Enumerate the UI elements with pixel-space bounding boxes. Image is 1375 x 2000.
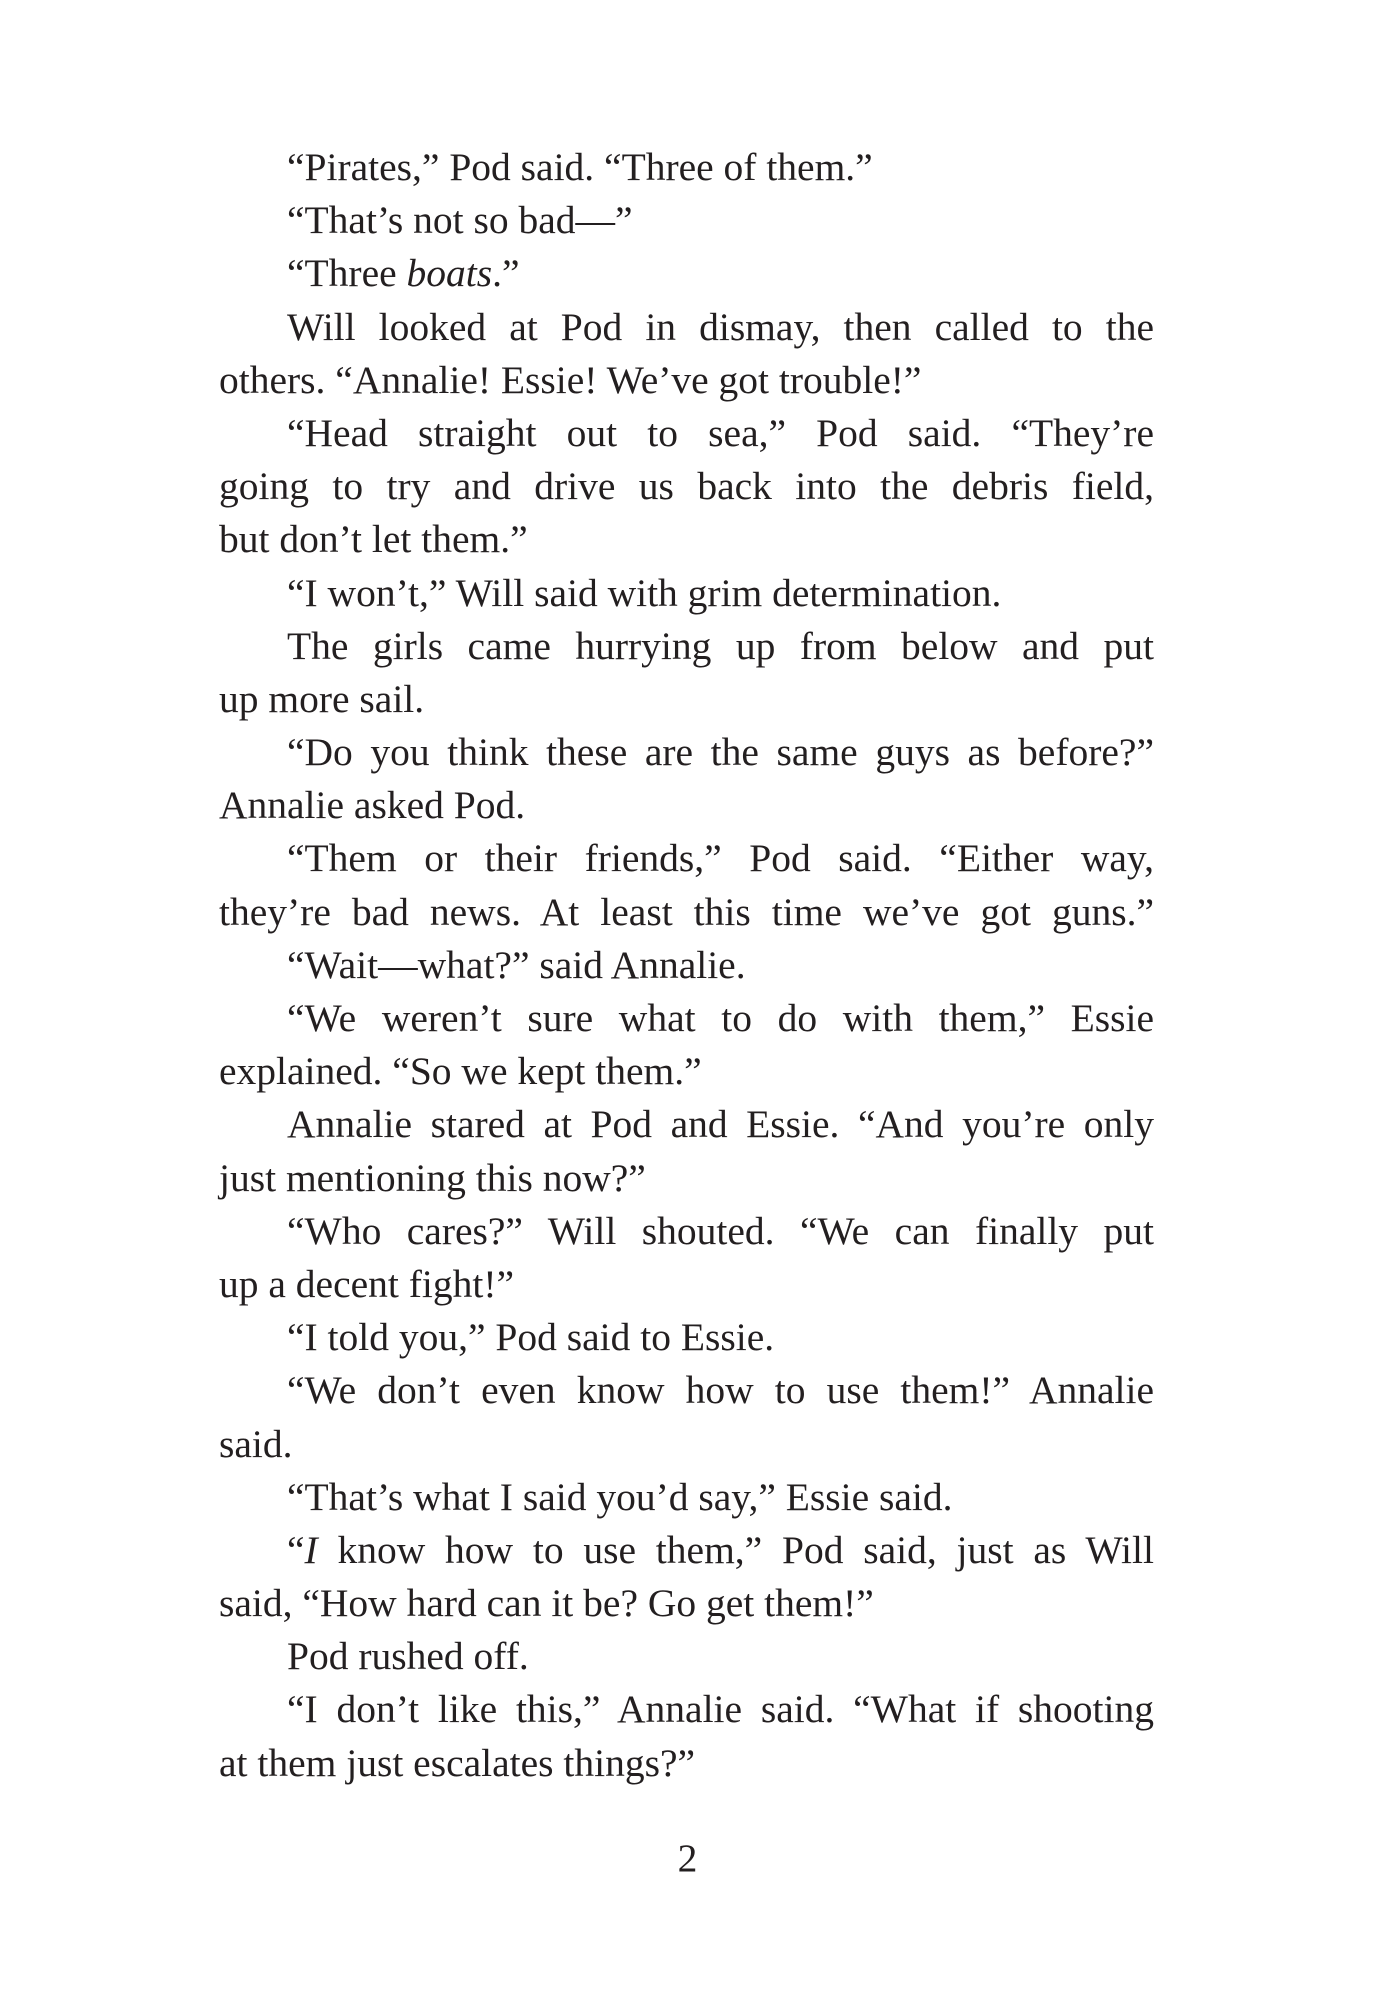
line-text: “We weren’t sure what to do with them,” Essie bbox=[287, 996, 1154, 1040]
line-text: they’re bad news. At least this time we’ve got guns.” bbox=[219, 889, 1154, 934]
text-line bbox=[219, 194, 1154, 247]
line-text: “ bbox=[287, 1527, 305, 1572]
line-text-after: .” bbox=[492, 251, 520, 296]
text-line bbox=[219, 1152, 1154, 1205]
text-line bbox=[219, 1311, 1154, 1364]
line-text: “Wait—what?” said Annalie. bbox=[287, 942, 746, 987]
text-line bbox=[219, 1577, 1154, 1630]
text-line bbox=[219, 1205, 1154, 1258]
text-line bbox=[219, 1364, 1154, 1417]
text-line bbox=[219, 886, 1154, 939]
line-text-after: know how to use them,” Pod said, just as Will bbox=[317, 1527, 1154, 1572]
line-text: others. “Annalie! Essie! We’ve got trouble!” bbox=[219, 357, 922, 402]
line-text: Annalie stared at Pod and Essie. “And you’re only bbox=[287, 1102, 1154, 1147]
text-line bbox=[219, 673, 1154, 726]
text-line bbox=[219, 407, 1154, 460]
text-line bbox=[219, 567, 1154, 620]
text-line bbox=[219, 779, 1154, 832]
line-text: up a decent fight!” bbox=[219, 1261, 515, 1306]
text-line bbox=[219, 832, 1154, 885]
text-line bbox=[219, 1524, 1154, 1577]
line-text: “Head straight out to sea,” Pod said. “They’re bbox=[287, 410, 1154, 455]
line-text: just mentioning this now?” bbox=[219, 1155, 646, 1200]
text-line bbox=[219, 141, 1154, 194]
text-line bbox=[219, 1630, 1154, 1683]
text-line bbox=[219, 301, 1154, 354]
italic-text: I bbox=[304, 1527, 318, 1572]
line-text: “Three bbox=[287, 251, 407, 296]
text-line bbox=[219, 1098, 1154, 1151]
line-text: explained. “So we kept them.” bbox=[219, 1049, 702, 1094]
italic-text: boats bbox=[406, 251, 493, 296]
line-text: “I won’t,” Will said with grim determination. bbox=[287, 570, 1002, 615]
text-line bbox=[219, 1471, 1154, 1524]
line-text: going to try and drive us back into the debris field, bbox=[219, 464, 1154, 509]
line-text: “That’s not so bad—” bbox=[287, 198, 633, 243]
text-line bbox=[219, 1258, 1154, 1311]
text-line bbox=[219, 1418, 1154, 1471]
line-text: “Them or their friends,” Pod said. “Either way, bbox=[287, 836, 1154, 881]
line-text: “I don’t like this,” Annalie said. “What if shooting bbox=[287, 1687, 1154, 1732]
text-line bbox=[219, 992, 1154, 1045]
text-line bbox=[219, 354, 1154, 407]
line-text: at them just escalates things?” bbox=[219, 1740, 696, 1785]
text-line bbox=[219, 513, 1154, 566]
line-text: “Pirates,” Pod said. “Three of them.” bbox=[287, 145, 873, 189]
line-text: Will looked at Pod in dismay, then called to the bbox=[287, 304, 1154, 349]
text-line bbox=[219, 1045, 1154, 1098]
line-text: “We don’t even know how to use them!” Annalie bbox=[287, 1368, 1154, 1413]
line-text: said, “How hard can it be? Go get them!” bbox=[219, 1581, 874, 1626]
line-text: “That’s what I said you’d say,” Essie said. bbox=[287, 1474, 953, 1519]
line-text: but don’t let them.” bbox=[219, 517, 528, 562]
text-line bbox=[219, 726, 1154, 779]
text-line bbox=[219, 460, 1154, 513]
text-line bbox=[219, 939, 1154, 992]
line-text: Pod rushed off. bbox=[287, 1634, 529, 1679]
text-line bbox=[219, 247, 1154, 300]
line-text: said. bbox=[219, 1421, 293, 1466]
line-text: “Do you think these are the same guys as before?” bbox=[287, 730, 1154, 775]
text-line bbox=[219, 620, 1154, 673]
line-text: Annalie asked Pod. bbox=[219, 783, 526, 828]
text-line bbox=[219, 1737, 1154, 1790]
page-number: 2 bbox=[677, 1836, 698, 1880]
line-text: “Who cares?” Will shouted. “We can finally put bbox=[287, 1208, 1154, 1253]
page-body bbox=[219, 141, 1154, 1790]
line-text: up more sail. bbox=[219, 676, 425, 721]
text-line bbox=[219, 1683, 1154, 1736]
line-text: “I told you,” Pod said to Essie. bbox=[287, 1315, 775, 1360]
line-text: The girls came hurrying up from below and put bbox=[287, 623, 1154, 668]
